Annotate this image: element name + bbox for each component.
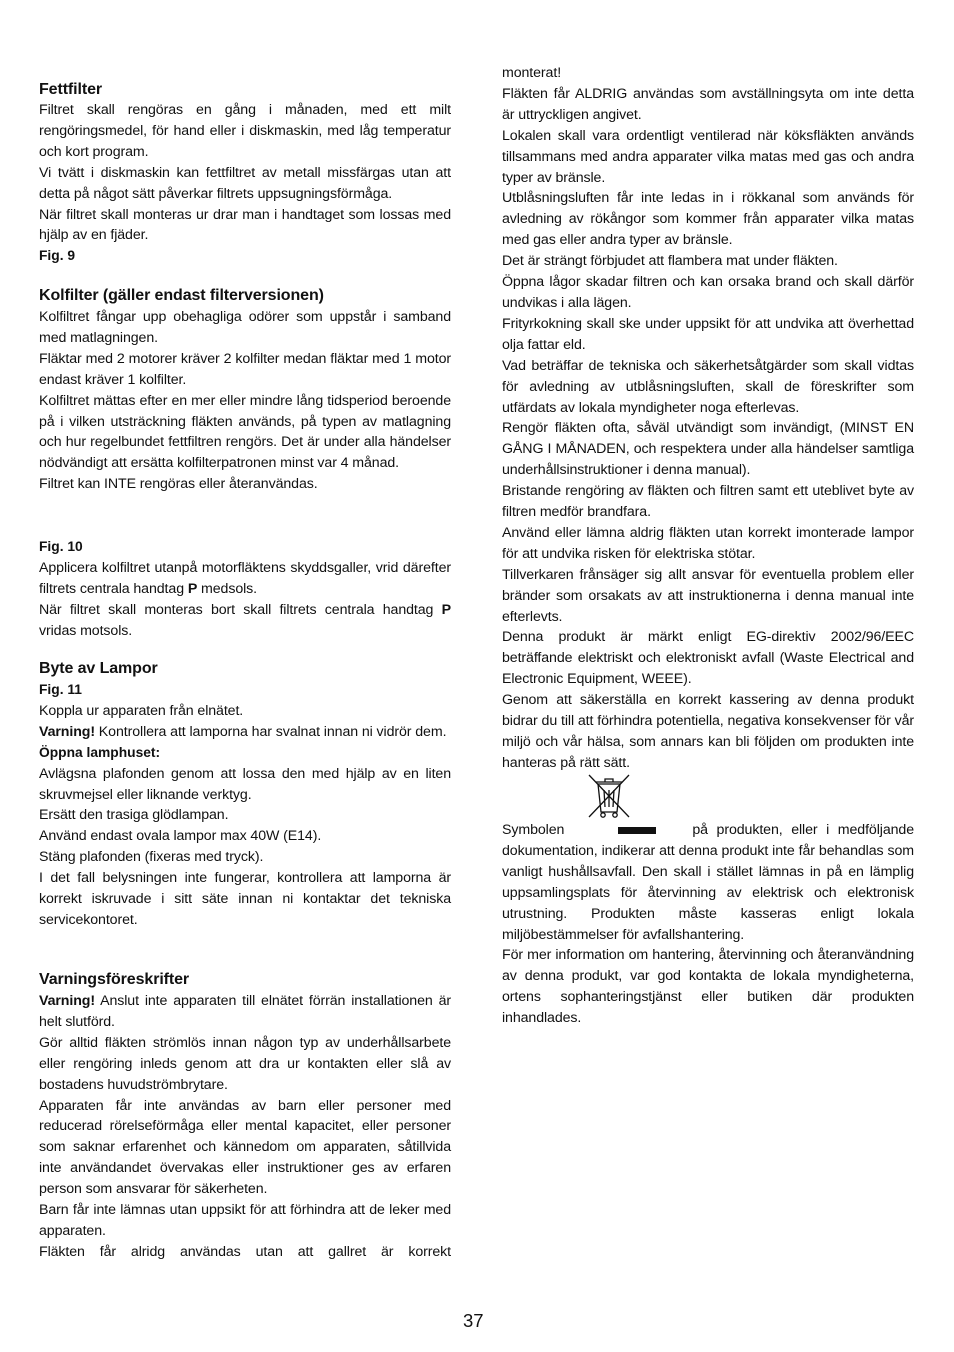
lampor-paragraph: Stäng plafonden (fixeras med tryck). bbox=[39, 849, 264, 866]
kolfilter-paragraph: Kolfiltret mättas efter en mer eller mindre lång tidsperiod beroende på i vilken utsträckning fläkten används, på typen av matlagning och hur regelbundet fettfiltren rengörs. Det är under alla händelser nödvändigt att ersätta kolfilterpatronen minst var 4 månad. bbox=[39, 392, 451, 472]
subheading: Öppna lamphuset: bbox=[39, 744, 161, 760]
page-number: 37 bbox=[463, 1310, 484, 1331]
fig-label: Fig. 10 bbox=[39, 539, 83, 554]
safety-paragraph: Fläkten får ALDRIG användas som avställningsyta om inte detta är uttryckligen angivet. bbox=[502, 85, 914, 123]
text-run: medsols. bbox=[197, 580, 258, 597]
fig10-paragraph bbox=[39, 558, 451, 600]
fettfilter-paragraph: Vi tvätt i diskmaskin kan fettfiltret av metall missfärgas utan att detta på något sätt påverkar filtrets uppsugningsförmåga. bbox=[39, 164, 451, 202]
text-run: När filtret skall monteras bort skall filtrets centrala handtag bbox=[39, 601, 442, 618]
section-title-fettfilter: Fettfilter bbox=[39, 81, 103, 98]
fig10-paragraph bbox=[39, 600, 451, 642]
solid-bar-symbol bbox=[618, 827, 656, 834]
section-title-lampor: Byte av Lampor bbox=[39, 660, 158, 677]
lampor-paragraph: Koppla ur apparaten från elnätet. bbox=[39, 702, 244, 719]
lampor-paragraph: Avlägsna plafonden genom att lossa den med hjälp av en liten skruvmejsel eller liknande verktyg. bbox=[39, 765, 451, 803]
safety-paragraph: Vad beträffar de tekniska och säkerhetsåtgärder som skall vidtas för avledning av utblåsningsluften, skall de föreskrifter som utfärdats av lokala myndigheter noga efterlevas. bbox=[502, 357, 914, 416]
safety-paragraph: Använd eller lämna aldrig fläkten utan korrekt imonterade lampor för att undvika risken för elektriska stötar. bbox=[502, 524, 914, 562]
text-run: Applicera kolfiltret utanpå motorfläktens skyddsgaller, vrid därefter filtrets centrala handtag bbox=[39, 559, 451, 597]
kolfilter-paragraph: Kolfiltret fångar upp obehagliga odörer som uppstår i samband med matlagningen. bbox=[39, 309, 451, 346]
safety-paragraph: Tillverkaren frånsäger sig allt ansvar för eventuella problem eller bränder som orsakats av att instruktionerna i denna manual inte efterlevts. bbox=[502, 566, 914, 625]
lampor-paragraph: Använd endast ovala lampor max 40W (E14). bbox=[39, 828, 322, 845]
varning-paragraph: Gör alltid fläkten strömlös innan någon typ av underhållsarbete eller rengöring inleds genom att dra ur kontakten eller slå av bostadens huvudströmbrytare. bbox=[39, 1034, 451, 1093]
safety-paragraph: Bristande rengöring av fläkten och filtren samt ett uteblivet byte av filtren medför brandfara. bbox=[502, 483, 914, 521]
fettfilter-paragraph: Filtret skall rengöras en gång i månaden, med ett milt rengöringsmedel, för hand eller i diskmaskin, med låg temperatur och kort program. bbox=[39, 102, 451, 160]
safety-paragraph: Det är strängt förbjudet att flambera mat under fläkten. bbox=[502, 253, 838, 270]
left-column bbox=[39, 0, 451, 1300]
weee-paragraph: Genom att säkerställa en korrekt kassering av denna produkt bidrar du till att förhindra potentiella, negativa konsekvenser för vår miljö och vår hälsa, som annars kan bli följden om produkten inte hanteras på rätt sätt. bbox=[502, 692, 914, 771]
text-run: Kontrollera att lamporna har svalnat innan ni vidrör dem. bbox=[94, 723, 447, 740]
safety-paragraph: Utblåsningsluften får inte ledas in i rökkanal som används för avledning av rökångor som kommer från apparater vilka matas med gas eller andra typer av bränsle. bbox=[502, 190, 914, 249]
crossed-out-wheelie-bin-icon bbox=[586, 772, 632, 820]
kolfilter-paragraph: Fläktar med 2 motorer kräver 2 kolfilter medan fläktar med 1 motor endast kräver 1 kolfilter. bbox=[39, 350, 451, 388]
handle-letter: P bbox=[187, 580, 198, 597]
text-run: Anslut inte apparaten till elnätet förrän installationen är helt slutförd. bbox=[39, 993, 451, 1030]
varning-paragraph: Fläkten får alridg användas utan att gallret är korrekt bbox=[39, 1243, 451, 1260]
warning-label: Varning! bbox=[39, 723, 95, 740]
section-title-kolfilter: Kolfilter (gäller endast filterversionen) bbox=[39, 287, 324, 304]
weee-paragraph bbox=[502, 820, 914, 945]
safety-paragraph: Öppna lågor skadar filtren och kan orsaka brand och skall därför undvikas i alla lägen. bbox=[502, 274, 914, 311]
fettfilter-paragraph: När filtret skall monteras ur drar man i handtaget som lossas med hjälp av en fjäder. bbox=[39, 206, 451, 244]
varning-paragraph bbox=[39, 991, 451, 1033]
safety-paragraph: Frityrkokning skall ske under uppsikt för att undvika att överhettad olja fattar eld. bbox=[502, 315, 914, 353]
varning-paragraph: Apparaten får inte användas av barn eller personer med reducerad rörelseförmåga eller mental kapacitet, eller personer som saknar erfarenhet och kännedom om apparaten, såtillvida inte användandet övervakas eller instruktioner ges av erfaren person som ansvarar för säkerheten. bbox=[39, 1097, 451, 1198]
section-title-varning: Varningsföreskrifter bbox=[39, 971, 190, 988]
handle-letter: P bbox=[441, 601, 451, 618]
right-column bbox=[502, 0, 914, 1300]
text-run: Symbolen bbox=[502, 822, 565, 838]
text-run: på produkten, eller i medföljande dokumentation, indikerar att denna produkt inte får behandlas som vanligt hushållsavfall. Den skall i stället lämnas in på en lämplig uppsamlingsplats för återvinning av elektrisk och elektronisk utrustning. Produkten måste kasseras enligt lokala miljöbestämmelser för avfallshantering. bbox=[502, 822, 914, 943]
fig-label: Fig. 9 bbox=[39, 248, 76, 264]
weee-paragraph: Denna produkt är märkt enligt EG-direktiv 2002/96/EEC beträffande elektriskt och elektroniskt avfall (Waste Electrical and Electronic Equipment, WEEE). bbox=[502, 629, 914, 688]
lampor-paragraph: I det fall belysningen inte fungerar, kontrollera att lamporna är korrekt iskruvade i sitt säte innan ni kontaktar det tekniska servicekontoret. bbox=[39, 870, 451, 928]
lampor-paragraph bbox=[39, 722, 451, 743]
fig-label: Fig. 11 bbox=[39, 682, 82, 697]
safety-paragraph: Rengör fläkten ofta, såväl utvändigt som invändigt, (MINST EN GÅNG I MÅNADEN, och respektera under alla händelser samtliga underhållsinstruktioner i denna manual). bbox=[502, 420, 914, 479]
warning-label: Varning! bbox=[39, 993, 95, 1009]
varning-paragraph: Barn får inte lämnas utan uppsikt för att förhindra att de leker med apparaten. bbox=[39, 1202, 451, 1239]
text-run: vridas motsols. bbox=[39, 622, 133, 639]
kolfilter-paragraph: Filtret kan INTE rengöras eller återanvändas. bbox=[39, 476, 318, 493]
safety-paragraph: Lokalen skall vara ordentligt ventilerad när köksfläkten används tillsammans med andra apparater vilka matas med gas och andra typer av bränsle. bbox=[502, 127, 914, 186]
lampor-paragraph: Ersätt den trasiga glödlampan. bbox=[39, 807, 229, 824]
safety-paragraph: monterat! bbox=[502, 65, 562, 81]
weee-paragraph: För mer information om hantering, återvinning och återanvändning av denna produkt, var god kontakta de lokala myndigheterna, ortens sophanteringstjänst eller butiken där produkten inhandlades. bbox=[502, 947, 914, 1027]
